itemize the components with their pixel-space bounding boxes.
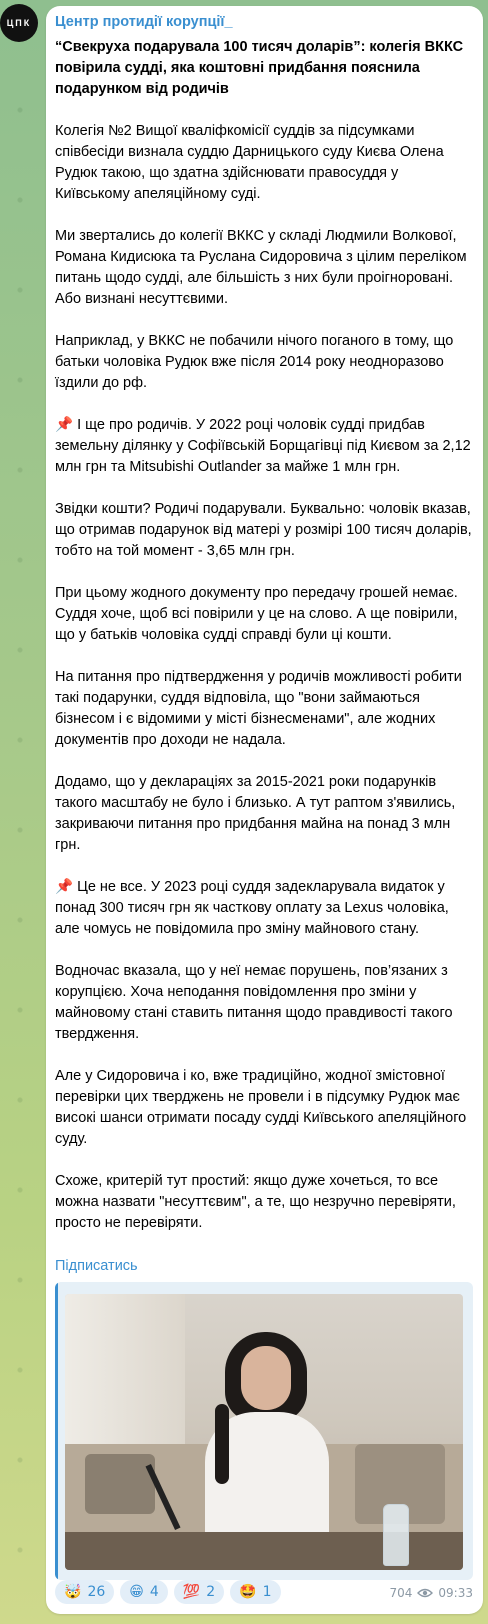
pushpin-icon: 📌 xyxy=(55,879,74,895)
reaction-count: 4 xyxy=(149,1584,159,1600)
message-bubble xyxy=(46,6,483,1614)
star-struck-icon: 🤩 xyxy=(239,1584,257,1600)
paragraph-text: Це не все. У 2023 році суддя задекларувала видаток у понад 300 тисяч грн як часткову оплату за Lexus чоловіка, але чомусь не повідомила про зміну майнового стану. xyxy=(55,879,449,937)
preview-accent-bar xyxy=(55,1282,58,1580)
channel-avatar[interactable] xyxy=(0,4,38,42)
paragraph: Додамо, що у деклараціях за 2015-2021 роки подарунків такого масштабу не було і близько. А тут раптом з'явились, закриваючи питання про придбання майна на понад 3 млн грн. xyxy=(55,774,456,853)
paragraph: Але у Сидоровича і ко, вже традиційно, жодної змістовної перевірки цих тверджень не провели і в підсумку Рудюк має високі шанси отримати посаду судді Київського апеляційного суду. xyxy=(55,1068,467,1147)
eye-icon xyxy=(417,1588,433,1598)
grin-icon: 😁 xyxy=(129,1584,144,1600)
paragraph: Колегія №2 Вищої кваліфкомісії суддів за підсумками співбесіди визнала суддю Дарницького суду Києва Олена Рудюк такою, що здатна здійснювати правосуддя у Київському апеляційному суді. xyxy=(55,123,444,202)
paragraph-text: І ще про родичів. У 2022 році чоловік судді придбав земельну ділянку у Софіївській Борщагівці під Києвом за 2,12 млн грн та Mitsubishi Outlander за майже 1 млн грн. xyxy=(55,417,471,475)
post-title: “Свекруха подарувала 100 тисяч доларів”: колегія ВККС повірила судді, яка коштовні придбання пояснила подарунком від родичів xyxy=(55,39,464,97)
message-text xyxy=(55,37,473,1234)
subscribe-link[interactable]: Підписатись xyxy=(55,1258,138,1274)
reaction-hundred[interactable] xyxy=(174,1580,224,1604)
message-meta xyxy=(390,1586,474,1600)
reaction-mind-blown[interactable] xyxy=(55,1580,114,1604)
reaction-count: 26 xyxy=(87,1584,106,1600)
paragraph: Водночас вказала, що у неї немає порушень, пов’язаних з корупцією. Хоча неподання повідомлення про зміни у майновому стані ставить питання щодо правдивості такого твердження. xyxy=(55,963,453,1042)
paragraph: Звідки кошти? Родичі подарували. Буквально: чоловік вказав, що отримав подарунок від матері у розмірі 100 тисяч доларів, тобто на той момент - 3,65 млн грн. xyxy=(55,501,472,559)
hundred-icon: 💯 xyxy=(182,1584,201,1600)
reaction-grin[interactable] xyxy=(120,1580,168,1604)
reaction-star-struck[interactable] xyxy=(230,1580,280,1604)
reaction-count: 1 xyxy=(262,1584,272,1600)
pushpin-icon: 📌 xyxy=(55,417,74,433)
paragraph: На питання про підтвердження у родичів можливості робити такі подарунки, суддя відповіла, що "вони займаються бізнесом і є відомими у місті бізнесменами", але жодних документів про доходи не надала. xyxy=(55,669,462,748)
channel-name[interactable]: Центр протидії корупції_ xyxy=(55,14,233,30)
reaction-count: 2 xyxy=(206,1584,216,1600)
reactions-bar xyxy=(55,1580,281,1604)
paragraph-pinned xyxy=(55,415,473,478)
message-time: 09:33 xyxy=(438,1586,473,1600)
view-count: 704 xyxy=(389,1586,413,1600)
link-preview[interactable] xyxy=(55,1282,473,1580)
paragraph: При цьому жодного документу про передачу грошей немає. Суддя хоче, щоб всі повірили у це на слово. А ще повірили, що у батьків чоловіка судді справді були ці кошти. xyxy=(55,585,458,643)
paragraph-pinned xyxy=(55,877,473,940)
mind-blown-icon: 🤯 xyxy=(64,1584,82,1600)
paragraph: Наприклад, у ВККС не побачили нічого поганого в тому, що батьки чоловіка Рудюк вже після 2014 року неодноразово їздили до рф. xyxy=(55,333,454,391)
paragraph: Ми звертались до колегії ВККС у складі Людмили Волкової, Романа Кидисюка та Руслана Сидоровича з цілим переліком питань щодо судді, але більшість з них були проігноровані. Або визнані несуттєвими. xyxy=(55,228,467,307)
preview-photo[interactable] xyxy=(65,1294,463,1570)
paragraph: Схоже, критерій тут простий: якщо дуже хочеться, то все можна назвати "несуттєвим", а те, що незручно перевіряти, просто не перевіряти. xyxy=(55,1173,456,1231)
avatar-text: ЦПК xyxy=(6,18,32,28)
